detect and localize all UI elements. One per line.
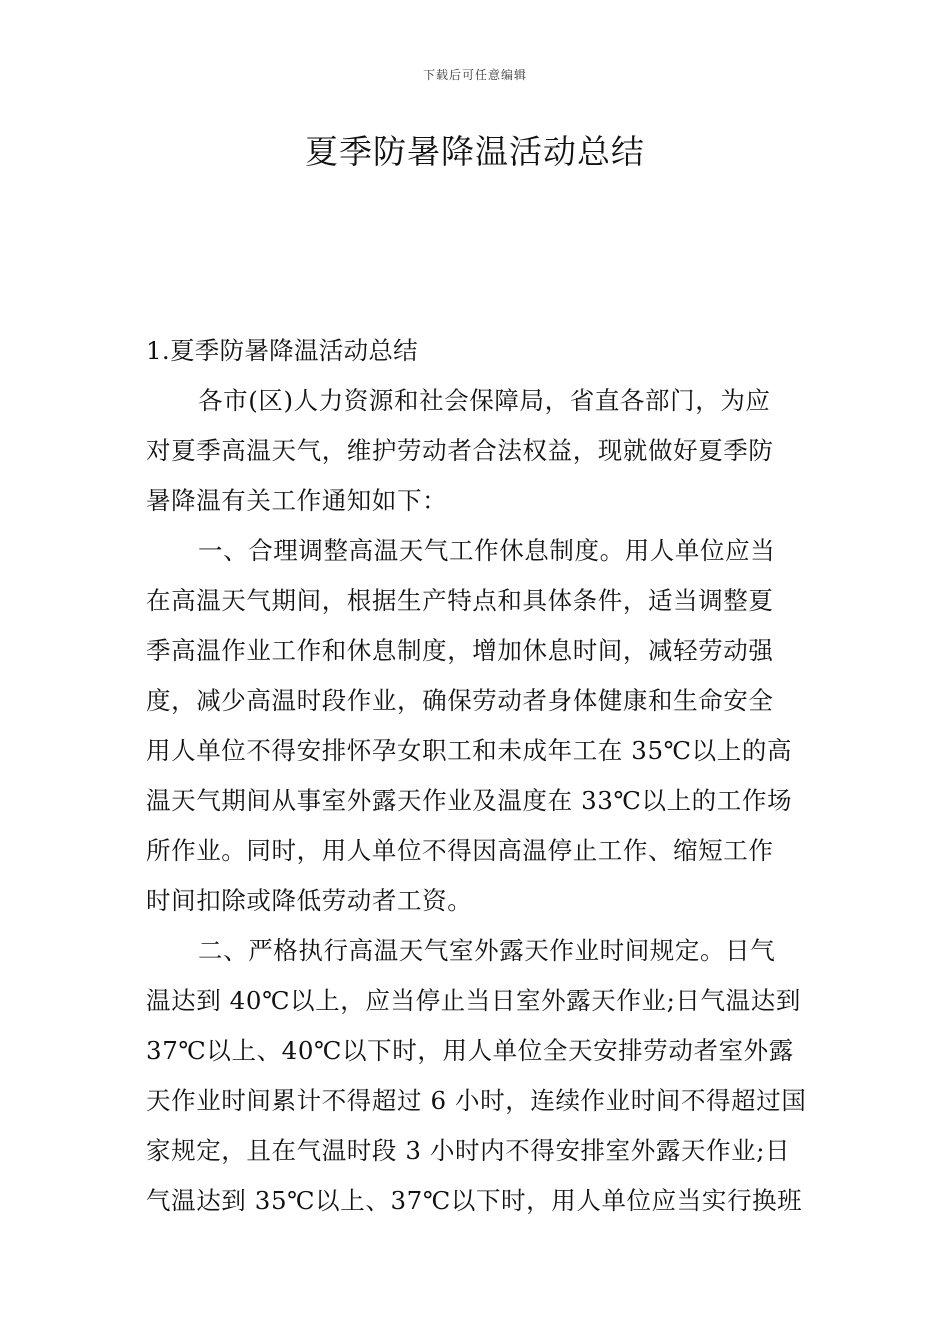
document-body (146, 326, 808, 1226)
paragraph-line: 二、严格执行高温天气室外露天作业时间规定。日气 (198, 936, 776, 965)
paragraph-line: 对夏季高温天气，维护劳动者合法权益，现就做好夏季防 (146, 436, 774, 465)
paragraph-line: 各市(区)人力资源和社会保障局，省直各部门，为应 (198, 386, 771, 415)
paragraph-line: 气温达到 35℃以上、37℃以下时，用人单位应当实行换班 (146, 1186, 803, 1215)
paragraph-line: 度，减少高温时段作业，确保劳动者身体健康和生命安全 (146, 686, 774, 715)
paragraph-line: 天作业时间累计不得超过 6 小时，连续作业时间不得超过国 (146, 1086, 807, 1115)
paragraph-line: 用人单位不得安排怀孕女职工和未成年工在 35℃以上的高 (146, 736, 793, 765)
paragraph-line: 家规定，且在气温时段 3 小时内不得安排室外露天作业;日 (146, 1136, 791, 1165)
paragraph-line: 所作业。同时，用人单位不得因高温停止工作、缩短工作 (146, 836, 774, 865)
section-heading: 1.夏季防暑降温活动总结 (146, 336, 418, 365)
paragraph-line: 暑降温有关工作通知如下： (146, 486, 448, 515)
paragraph-line: 时间扣除或降低劳动者工资。 (146, 886, 473, 915)
paragraph-line: 37℃以上、40℃以下时，用人单位全天安排劳动者室外露 (146, 1036, 794, 1065)
paragraph-line: 温天气期间从事室外露天作业及温度在 33℃以上的工作场 (146, 786, 793, 815)
document-title: 夏季防暑降温活动总结 (305, 132, 645, 171)
paragraph-line: 一、合理调整高温天气工作休息制度。用人单位应当 (198, 536, 776, 565)
paragraph-line: 季高温作业工作和休息制度，增加休息时间，减轻劳动强 (146, 636, 774, 665)
paragraph-line: 温达到 40℃以上，应当停止当日室外露天作业;日气温达到 (146, 986, 801, 1015)
paragraph-line: 在高温天气期间，根据生产特点和具体条件，适当调整夏 (146, 586, 774, 615)
header-note: 下载后可任意编辑 (422, 68, 527, 82)
